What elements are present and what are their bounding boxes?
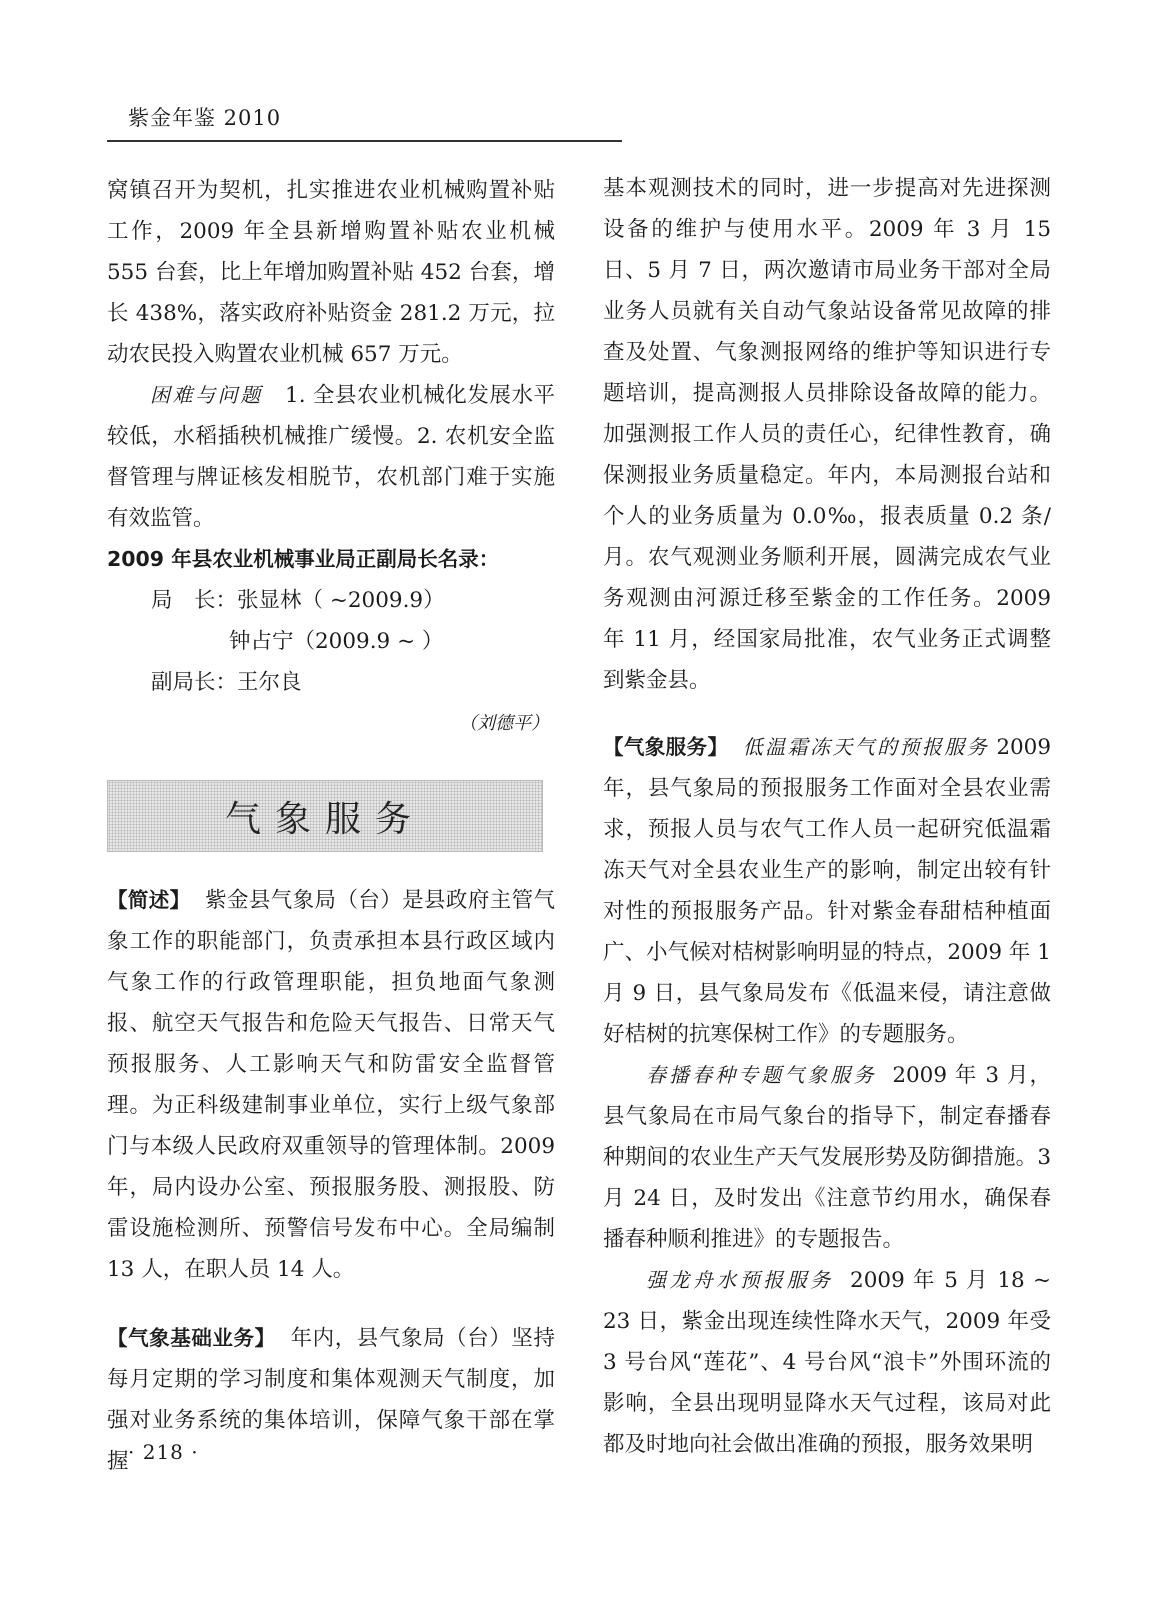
running-header: 紫金年鉴 2010 [128, 106, 282, 130]
roster-line-director: 局 长：张显林（ ~2009.9） [151, 588, 445, 613]
roster-title: 2009 年县农业机械事业局正副局长名录： [107, 547, 500, 571]
service-text: 2009 年，县气象局的预报服务工作面对全县农业需求，预报人员与农气工作人员一起研究低温霜冻天气对全县农业生产的影响，制定出较有针对性的预报服务产品。针对紫金春甜桔种植面广、小气候对桔树影响明显的特点，2009 年 1 月 9 日，县气象局发布《低温来侵，请注意做好桔树的抗寒保树工作》的专题服务。 [603, 735, 1052, 1047]
service-subtitle: 低温霜冻天气的预报服务 [742, 735, 990, 759]
service-tag: 【气象服务】 [603, 735, 729, 759]
brief-block [107, 880, 555, 1290]
dragon-paragraph [603, 1260, 1051, 1465]
spring-paragraph [603, 1055, 1051, 1260]
spring-label: 春播春种专题气象服务 [646, 1063, 877, 1087]
section-title: 气象服务 [224, 798, 425, 840]
roster-line-director-2: 钟占宁（2009.9 ~ ） [229, 629, 444, 654]
brief-paragraph [107, 880, 555, 1290]
right-column-top [603, 168, 1051, 701]
difficulty-label: 困难与问题 [150, 383, 263, 407]
base-tag: 【气象基础业务】 [107, 1326, 276, 1350]
author-credit: （刘德平） [459, 713, 549, 734]
dragon-text: 2009 年 5 月 18 ~ 23 日，紫金出现连续性降水天气，2009 年受 3 号台风“莲花”、4 号台风“浪卡”外围环流的影响，全县出现明显降水天气过程，该局对此都及时地向社会做出准确的预报，服务效果明 [603, 1268, 1052, 1457]
section-banner [107, 780, 543, 852]
difficulty-paragraph [107, 375, 555, 539]
difficulty-text: 1. 全县农业机械化发展水平较低，水稻插秧机械推广缓慢。2. 农机安全监督管理与牌证核发相脱节，农机部门难于实施有效监管。 [107, 383, 556, 531]
right-column-service [603, 727, 1051, 1465]
spring-text: 2009 年 3 月，县气象局在市局气象台的指导下，制定春播春种期间的农业生产天气发展形势及防御措施。3 月 24 日，及时发出《注意节约用水，确保春播春种顺利推进》的专题报告。 [603, 1063, 1051, 1252]
base-text: 年内，县气象局（台）坚持每月定期的学习制度和集体观测天气制度，加强对业务系统的集体培训，保障气象干部在掌握 [107, 1326, 555, 1474]
left-continued-paragraph: 窝镇召开为契机，扎实推进农业机械购置补贴工作，2009 年全县新增购置补贴农业机械 555 台套，比上年增加购置补贴 452 台套，增长 438%，落实政府补贴资金 281.2 万元，拉动农民投入购置农业机械 657 万元。 [107, 178, 555, 367]
dragon-label: 强龙舟水预报服务 [646, 1268, 834, 1292]
brief-text: 紫金县气象局（台）是县政府主管气象工作的职能部门，负责承担本县行政区域内气象工作的行政管理职能，担负地面气象测报、航空天气报告和危险天气报告、日常天气预报服务、人工影响天气和防雷安全监督管理。为正科级建制事业单位，实行上级气象部门与本级人民政府双重领导的管理体制。2009 年，局内设办公室、预报服务股、测报股、防雷设施检测所、预警信号发布中心。全局编制 13 人，在职人员 14 人。 [107, 888, 556, 1282]
roster-list [107, 580, 555, 703]
service-paragraph [603, 727, 1051, 1055]
right-continued-paragraph: 基本观测技术的同时，进一步提高对先进探测设备的维护与使用水平。2009 年 3 月 15 日、5 月 7 日，两次邀请市局业务干部对全局业务人员就有关自动气象站设备常见故障的排查及处置、气象测报网络的维护等知识进行专题培训，提高测报人员排除设备故障的能力。加强测报工作人员的责任心，纪律性教育，确保测报业务质量稳定。年内，本局测报台站和个人的业务质量为 0.0‰，报表质量 0.2 条/月。农气观测业务顺利开展，圆满完成农气业务观测由河源迁移至紫金的工作任务。2009 年 11 月，经国家局批准，农气业务正式调整到紫金县。 [603, 176, 1051, 693]
brief-tag: 【简述】 [107, 888, 191, 912]
header-rule [107, 140, 622, 142]
left-column [107, 170, 555, 744]
page-number: · 218 · [128, 1440, 199, 1464]
roster-line-deputy: 副局长：王尔良 [151, 670, 302, 695]
